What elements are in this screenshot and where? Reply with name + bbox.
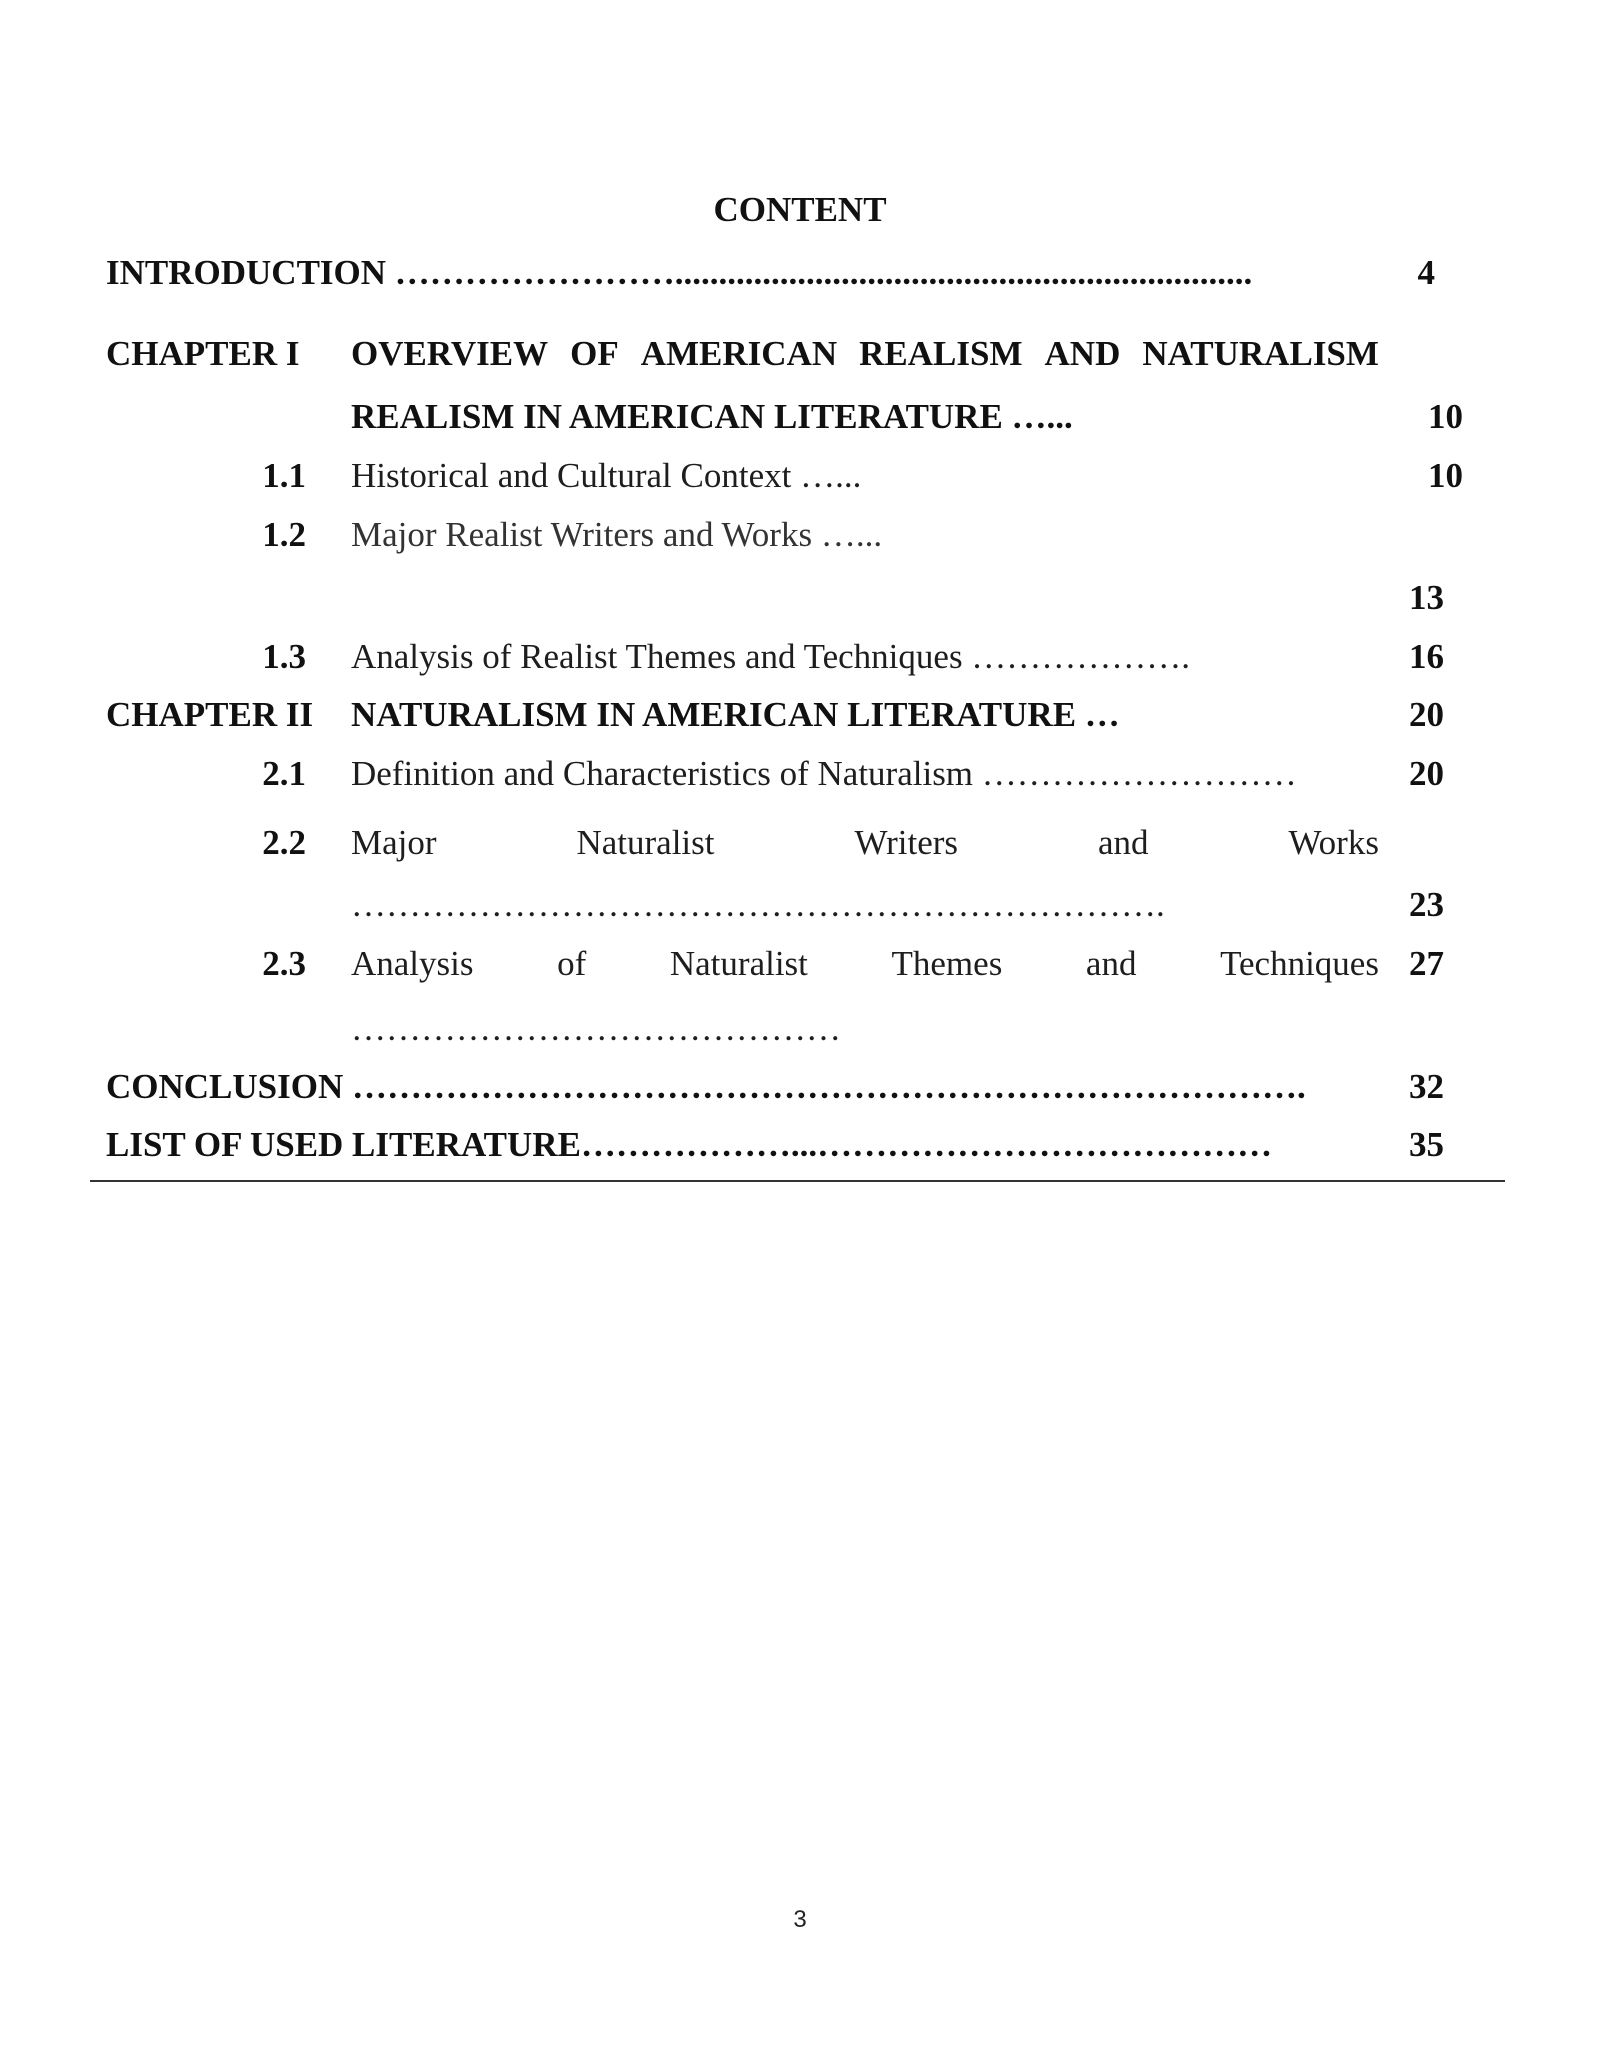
section-page: 16: [1409, 637, 1444, 676]
toc-entry-literature: [106, 1125, 1272, 1165]
title-word: Analysis: [351, 944, 474, 983]
section-page: 27: [1409, 944, 1444, 983]
section-page: 23: [1409, 885, 1444, 924]
title-word: Major: [351, 823, 437, 862]
toc-page-chapter-2: 20: [1409, 695, 1444, 734]
heading-word: AND: [1044, 334, 1121, 373]
chapter-label: CHAPTER I: [106, 334, 300, 373]
toc-entry-conclusion: [106, 1067, 1306, 1107]
toc-entry-label: INTRODUCTION: [106, 253, 387, 292]
section-number: 2.2: [262, 823, 306, 862]
heading-word: OVERVIEW: [351, 334, 549, 373]
chapter-subheading: REALISM IN AMERICAN LITERATURE …...: [351, 397, 1073, 436]
section-number: 1.1: [262, 456, 306, 495]
section-number: 1.3: [262, 637, 306, 676]
section-title: Analysis of Realist Themes and Techniques ……………….: [351, 637, 1191, 676]
toc-entry-label: LIST OF USED LITERATURE: [106, 1125, 581, 1164]
section-title: Historical and Cultural Context …...: [351, 456, 862, 495]
title-word: Works: [1288, 823, 1379, 862]
title-word: Naturalist: [669, 944, 808, 983]
toc-page-introduction: 4: [1417, 253, 1435, 292]
section-page: 13: [1409, 578, 1444, 617]
section-title: Definition and Characteristics of Naturalism ………………………: [351, 754, 1297, 793]
toc-entry-label: CONCLUSION: [106, 1067, 344, 1106]
toc-page-literature: 35: [1409, 1125, 1444, 1164]
chapter-label: CHAPTER II: [106, 695, 314, 734]
heading-word: AMERICAN: [640, 334, 838, 373]
section-page: 20: [1409, 754, 1444, 793]
heading-word: REALISM: [859, 334, 1023, 373]
heading-word: OF: [570, 334, 619, 373]
title-word: and: [1085, 944, 1137, 983]
chapter-heading: NATURALISM IN AMERICAN LITERATURE …: [351, 695, 1120, 734]
section-dots: …………………………………………………………….: [351, 885, 1165, 924]
title-word: Naturalist: [576, 823, 715, 862]
title-word: of: [557, 944, 587, 983]
title-word: Themes: [891, 944, 1003, 983]
toc-entry-introduction: [106, 253, 1252, 293]
section-title: [351, 944, 1379, 984]
page-number: 3: [793, 1906, 807, 1933]
heading-word: NATURALISM: [1142, 334, 1379, 373]
chapter-heading: [351, 334, 1379, 374]
section-number: 2.3: [262, 944, 306, 983]
toc-page-conclusion: 32: [1409, 1067, 1444, 1106]
page-title: CONTENT: [713, 190, 887, 229]
toc-entry-dots: ……………………..................................................................: [394, 253, 1253, 292]
title-word: and: [1097, 823, 1149, 862]
section-number: 2.1: [262, 754, 306, 793]
section-title: Major Realist Writers and Works …...: [351, 515, 883, 554]
section-page: 10: [1428, 456, 1463, 495]
toc-entry-dots: ………………...…………………………………: [580, 1125, 1273, 1164]
title-word: Writers: [854, 823, 959, 862]
toc-page-chapter-1: 10: [1428, 397, 1463, 436]
section-title: [351, 823, 1379, 863]
section-dots: ……………………………………: [351, 1009, 841, 1048]
section-number: 1.2: [262, 515, 306, 554]
table-bottom-rule: [90, 1180, 1505, 1182]
title-word: Techniques: [1220, 944, 1379, 983]
toc-entry-dots: ……………………………………………………………………….: [352, 1067, 1306, 1106]
